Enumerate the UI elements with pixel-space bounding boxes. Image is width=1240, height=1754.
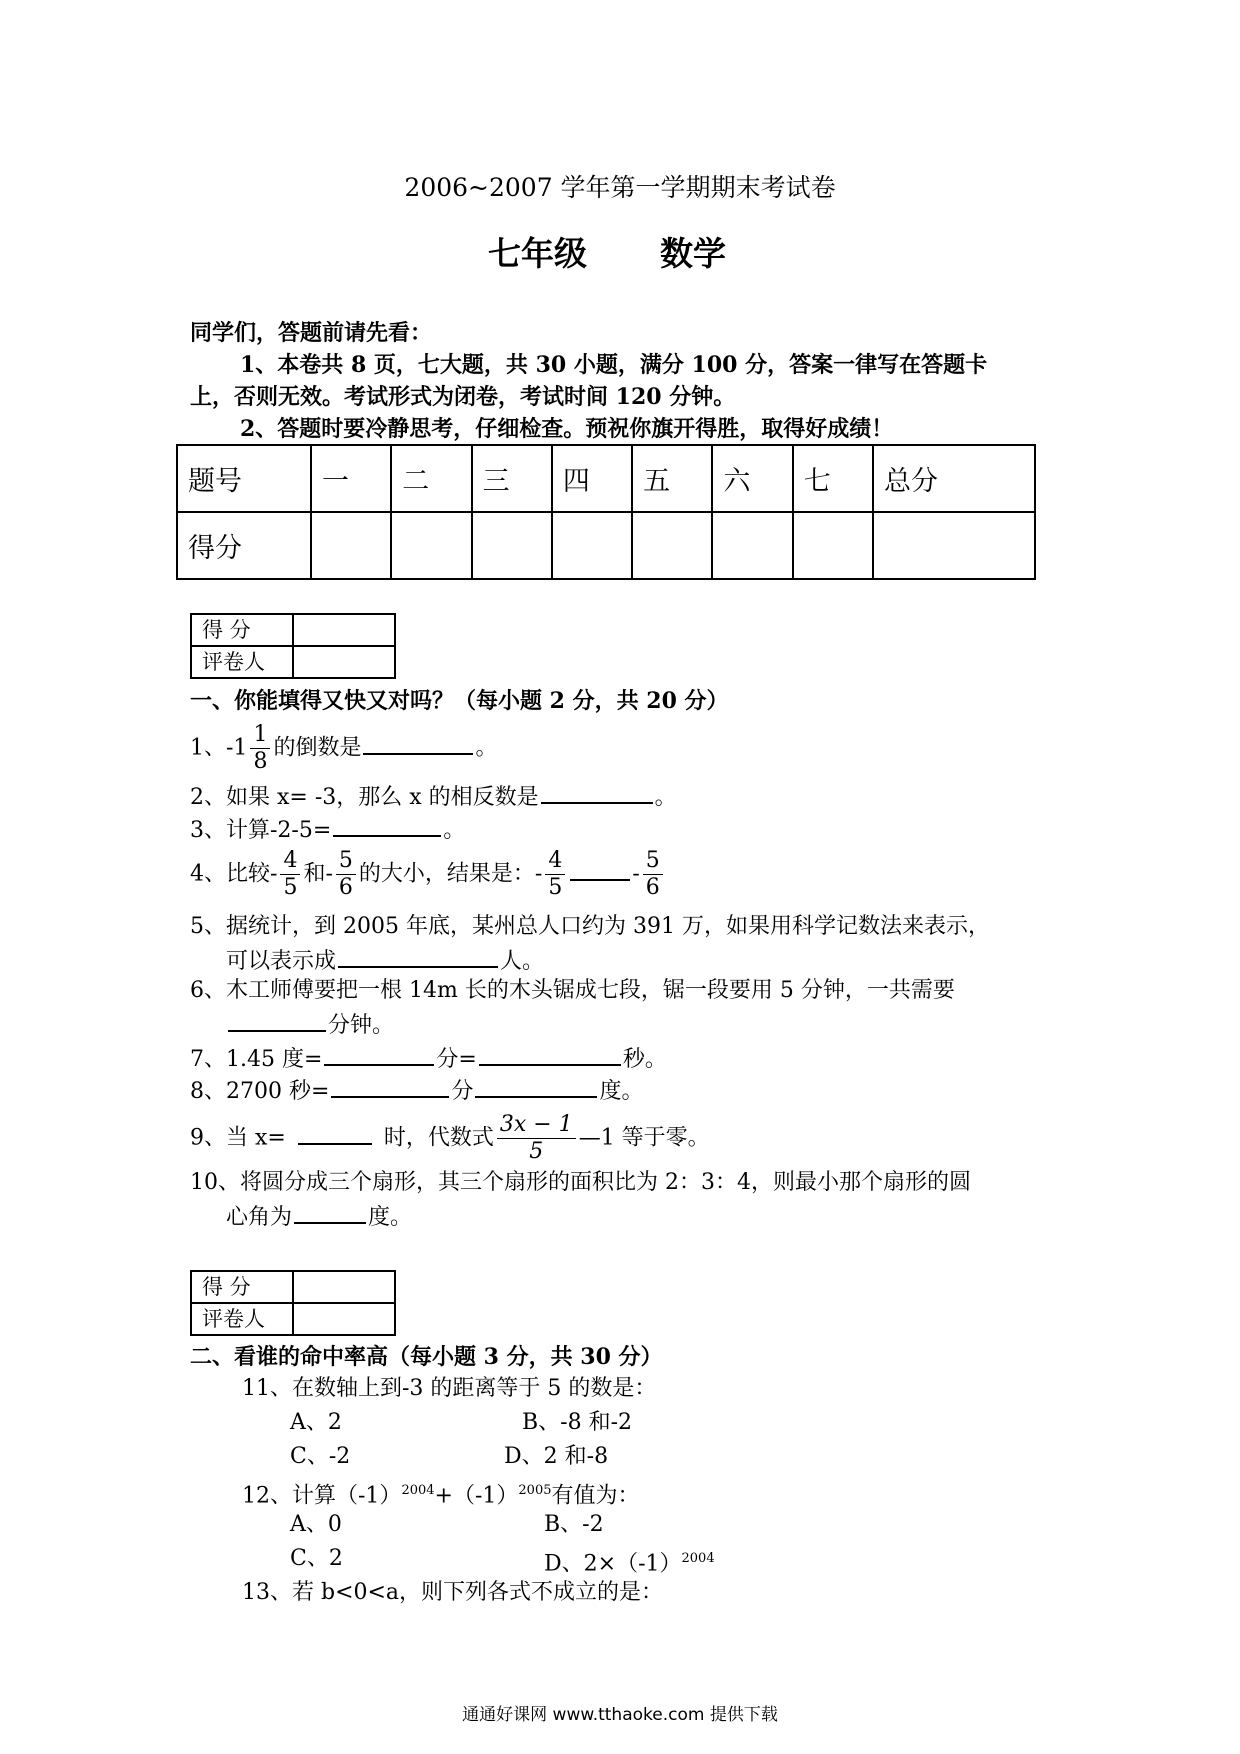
grader-name-cell	[293, 1303, 395, 1335]
score-cell	[391, 512, 471, 579]
score-cell	[873, 512, 1035, 579]
question-11-option-c: C、-2	[290, 1444, 351, 1469]
section2-heading: 二、看谁的命中率高（每小题 3 分，共 30 分）	[190, 1344, 663, 1370]
question-7: 7、1.45 度= 分= 秒。	[190, 1042, 667, 1075]
score-cell	[793, 512, 873, 579]
score-col-7: 七	[793, 445, 873, 512]
question-6-cont: 分钟。	[226, 1008, 394, 1041]
score-cell	[632, 512, 712, 579]
grader-name-label: 评卷人	[191, 646, 293, 678]
fraction: $\frac{1}{8}$	[250, 722, 270, 775]
score-col-1: 一	[311, 445, 391, 512]
exam-title: 2006~2007 学年第一学期期末考试卷	[404, 173, 836, 202]
question-4: 4、比较- $\frac{4}{5}$ 和- $\frac{5}{6}$ 的大小，结果是：- $\frac{4}{5}$ - $\frac{5}{6}$	[190, 848, 666, 901]
question-11-option-b: B、-8 和-2	[522, 1410, 633, 1435]
question-2: 2、如果 x= -3，那么 x 的相反数是 。	[190, 780, 677, 813]
answer-blank	[570, 857, 630, 881]
question-3: 3、计算-2-5= 。	[190, 813, 465, 846]
grader-name-cell	[293, 646, 395, 678]
grader-score-label: 得 分	[191, 614, 293, 646]
question-10-cont: 心角为 度。	[226, 1200, 412, 1233]
question-10: 10、将圆分成三个扇形，其三个扇形的面积比为 2：3：4，则最小那个扇形的圆	[190, 1170, 971, 1195]
answer-blank	[294, 1200, 366, 1224]
notice-intro: 同学们，答题前请先看：	[190, 320, 433, 346]
section1-heading: 一、你能填得又快又对吗？（每小题 2 分，共 20 分）	[190, 688, 729, 714]
grader-score-cell	[293, 1271, 395, 1303]
answer-blank	[363, 731, 473, 755]
answer-blank	[541, 780, 653, 804]
grader-box-2	[190, 1270, 396, 1336]
fraction: $\frac{4}{5}$	[545, 848, 565, 901]
fraction: $\frac{5}{6}$	[336, 848, 356, 901]
score-table-header-row	[177, 445, 1035, 512]
grader-name-label: 评卷人	[191, 1303, 293, 1335]
score-col-5: 五	[632, 445, 712, 512]
question-13: 13、若 b<0<a，则下列各式不成立的是：	[242, 1580, 664, 1605]
score-col-4: 四	[552, 445, 632, 512]
answer-blank	[333, 813, 441, 837]
grader-score-label: 得 分	[191, 1271, 293, 1303]
fraction: $\frac{4}{5}$	[280, 848, 300, 901]
score-cell	[712, 512, 792, 579]
notice-line2: 2、答题时要冷静思考，仔细检查。预祝你旗开得胜，取得好成绩！	[240, 416, 894, 442]
score-cell	[311, 512, 391, 579]
question-12-option-a: A、0	[290, 1512, 342, 1537]
question-11-option-a: A、2	[290, 1410, 342, 1435]
question-9: 9、当 x= 时，代数式 $\frac{3x - 1}{5}$ —1 等于零。	[190, 1112, 710, 1164]
question-12-option-b: B、-2	[544, 1512, 604, 1537]
answer-blank	[298, 1121, 372, 1145]
score-row-label: 得分	[177, 512, 311, 579]
answer-blank	[331, 1074, 449, 1098]
score-cell	[552, 512, 632, 579]
question-12: 12、计算$(-1)^{2004}+(-1)^{2005}$有值为：	[242, 1483, 640, 1509]
question-6: 6、木工师傅要把一根 14m 长的木头锯成七段，锯一段要用 5 分钟，一共需要	[190, 978, 955, 1003]
question-11-option-d: D、2 和-8	[504, 1444, 609, 1469]
question-11: 11、在数轴上到-3 的距离等于 5 的数是：	[242, 1376, 657, 1401]
score-col-6: 六	[712, 445, 792, 512]
score-table-score-row	[177, 512, 1035, 579]
score-table-label: 题号	[177, 445, 311, 512]
grader-box-1	[190, 613, 396, 679]
question-5: 5、据统计，到 2005 年底，某州总人口约为 391 万，如果用科学记数法来表示，	[190, 914, 990, 939]
score-col-total: 总分	[873, 445, 1035, 512]
score-table	[176, 444, 1036, 580]
answer-blank	[475, 1074, 597, 1098]
score-col-3: 三	[472, 445, 552, 512]
question-5-cont: 可以表示成 人。	[226, 944, 544, 977]
grader-score-cell	[293, 614, 395, 646]
footer-text: 通通好课网 www.tthaoke.com 提供下载	[462, 1705, 778, 1725]
notice-line1-cont: 上，否则无效。考试形式为闭卷，考试时间 120 分钟。	[190, 384, 736, 410]
question-1: 1、-1 $\frac{1}{8}$ 的倒数是 。	[190, 722, 498, 774]
notice-line1: 1、本卷共 8 页，七大题，共 30 小题，满分 100 分，答案一律写在答题卡	[240, 352, 988, 378]
grade-label: 七年级	[488, 234, 587, 273]
answer-blank	[479, 1042, 621, 1066]
answer-blank	[324, 1042, 434, 1066]
answer-blank	[228, 1008, 326, 1032]
question-12-option-d: D、$2\times(-1)^{2004}$	[544, 1551, 715, 1577]
fraction: $\frac{5}{6}$	[643, 848, 663, 901]
score-cell	[472, 512, 552, 579]
score-col-2: 二	[391, 445, 471, 512]
question-8: 8、2700 秒= 分 度。	[190, 1074, 643, 1107]
answer-blank	[338, 944, 498, 968]
question-12-option-c: C、2	[290, 1546, 343, 1571]
fraction: $\frac{3x - 1}{5}$	[497, 1112, 576, 1165]
subject-label: 数学	[660, 234, 726, 273]
